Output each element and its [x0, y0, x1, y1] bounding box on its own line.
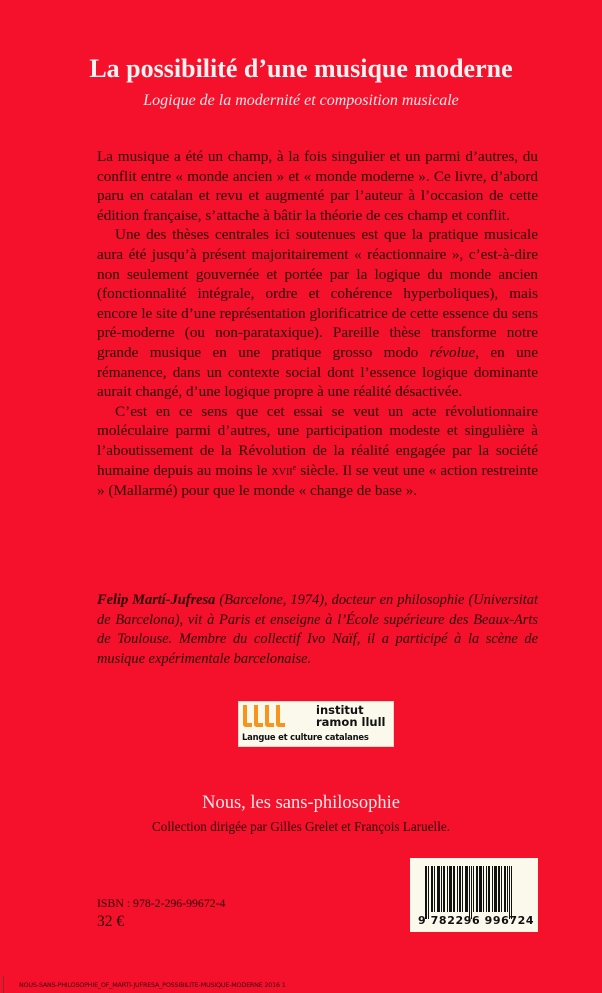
author-name: Felip Martí-Jufresa [97, 592, 216, 608]
blurb-paragraph-2 [97, 225, 538, 401]
series-editors: Collection dirigée par Gilles Grelet et François Laruelle. [151, 819, 451, 834]
book-subtitle: Logique de la modernité et composition musicale [143, 92, 459, 109]
blurb-paragraph-2-text: Une des thèses centrales ici soutenues est que la pratique musicale aura été jusqu’à présent majoritairement « réactionnaire », c’est-à-dire non seulement gouvernée et portée par la logique du monde ancien (fonctionnalité intégrale, ordre et cohérence hyperboliques), mais encore le site d’une représentation glorificatrice de cette essence du sens pré-moderne (ou non-parataxique). Pareille thèse transforme notre grande musique en une pratique grosso modo [97, 226, 538, 361]
institut-ramon-llull-logo [238, 701, 394, 747]
book-title: La possibilité d’une musique moderne [89, 54, 513, 83]
page-edge-line [3, 976, 4, 993]
series-name: Nous, les sans-philosophie [202, 793, 400, 813]
author-bio-text: (Barcelone, 1974), docteur en philosophie (Universitat de Barcelona), vit à Paris et enseigne à l’École supérieure des Beaux-Arts de Toulouse. Membre du collectif Ivo Naïf, il a participé à la scène de musique expérimentale barcelonaise. [97, 592, 538, 667]
barcode [410, 858, 538, 932]
isbn: ISBN : 978-2-296-99672-4 [97, 896, 226, 910]
llull-bars-icon [243, 705, 284, 727]
century-superscript: e [292, 462, 297, 472]
blurb-paragraph-3-text: C’est en ce sens que cet essai se veut un acte révolutionnaire moléculaire parmi d’autres, une participation modeste et singulière à l’aboutissement de la Révolution de la réalité engagée par la société humaine depuis au moins le [97, 402, 538, 479]
blurb-paragraph-3 [97, 402, 538, 501]
logo-tagline: Langue et culture catalanes [242, 732, 369, 742]
emphasis-revolue: révolue [429, 343, 476, 361]
logo-institution-name: institut ramon llull [316, 703, 386, 729]
back-cover-blurb [97, 147, 538, 501]
century-numeral: xvii [271, 463, 293, 479]
blurb-paragraph-2-tail: , en une rémanence, dans un contexte social dont l’essence logique dominante aurait changé, d’une logique propre à une réalité désactivée. [97, 343, 538, 401]
print-slug: NOUS-SANS-PHILOSOPHIE_OF_MARTI-JUFRESA_POSSIBILITE-MUSIQUE-MODERNE 2016 1 [19, 981, 286, 989]
barcode-digits: 9 782296 996724 [418, 914, 535, 927]
author-bio [97, 591, 538, 669]
barcode-bars-icon [425, 866, 525, 919]
blurb-paragraph-3-tail: siècle. Il se veut une « action restreinte » (Mallarmé) pour que le monde « change de base ». [97, 461, 539, 500]
blurb-paragraph-1: La musique a été un champ, à la fois singulier et un parmi d’autres, du conflit entre « monde ancien » et « monde moderne ». Ce livre, d’abord paru en catalan et revu et augmenté par l’auteur à l’occasion de cette édition française, s’attache à bâtir la théorie de ces champ et conflit. [97, 148, 538, 224]
price: 32 € [97, 913, 125, 930]
